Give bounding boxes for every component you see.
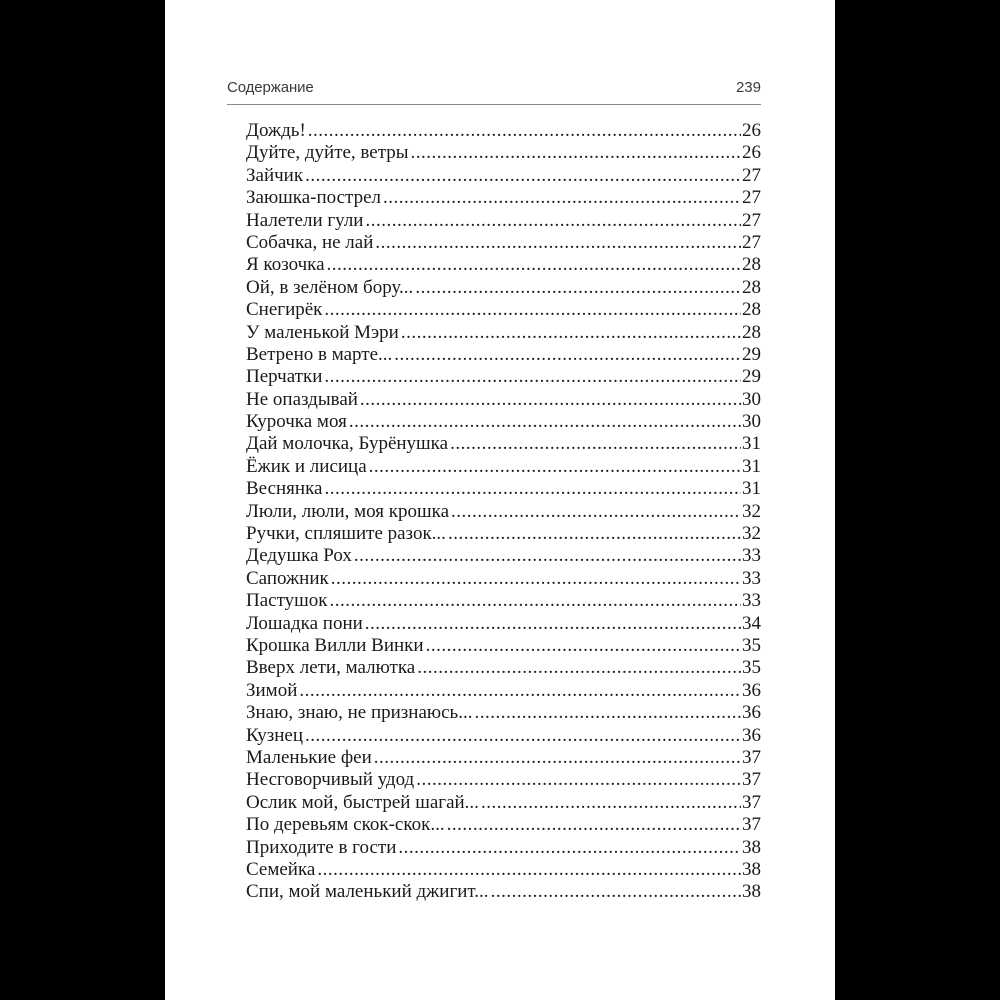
toc-entry-title: Сапожник (246, 567, 329, 589)
book-page (165, 0, 835, 1000)
toc-entry-page: 29 (742, 343, 761, 365)
toc-entry (246, 545, 761, 567)
toc-entry-page: 28 (742, 299, 761, 321)
toc-entry (246, 613, 761, 635)
toc-entry-page: 31 (742, 478, 761, 500)
toc-entry-page: 38 (742, 836, 761, 858)
dot-leader (324, 478, 741, 500)
dot-leader (305, 165, 741, 187)
toc-entry-page: 38 (742, 858, 761, 880)
toc-entry (246, 120, 761, 142)
dot-leader (450, 433, 741, 455)
dot-leader (448, 523, 741, 545)
toc-entry-page: 26 (742, 120, 761, 141)
dot-leader (491, 881, 741, 903)
toc-entry (246, 523, 761, 545)
toc-entry-page: 32 (742, 523, 761, 545)
toc-entry (246, 322, 761, 344)
running-header (227, 79, 761, 103)
toc-entry-title: Снегирёк (246, 299, 323, 321)
toc-entry (246, 411, 761, 433)
toc-entry-page: 27 (742, 209, 761, 231)
dot-leader (398, 837, 741, 859)
toc-entry (246, 277, 761, 299)
dot-leader (415, 277, 741, 299)
dot-leader (481, 792, 741, 814)
toc-entry (246, 769, 761, 791)
toc-entry-page: 35 (742, 657, 761, 679)
toc-entry-page: 28 (742, 321, 761, 343)
dot-leader (330, 590, 741, 612)
toc-entry-page: 27 (742, 187, 761, 209)
toc-entry (246, 142, 761, 164)
dot-leader (394, 344, 741, 366)
dot-leader (374, 747, 741, 769)
dot-leader (426, 635, 741, 657)
toc-entry-page: 33 (742, 545, 761, 567)
toc-entry (246, 299, 761, 321)
toc-entry-title: Ветрено в марте... (246, 343, 393, 365)
toc-entry-title: У маленькой Мэри (246, 321, 399, 343)
toc-entry (246, 187, 761, 209)
toc-entry (246, 232, 761, 254)
page-number: 239 (735, 79, 761, 96)
toc-entry-page: 33 (742, 590, 761, 612)
toc-entry-title: Пастушок (246, 590, 328, 612)
toc-entry-page: 27 (742, 164, 761, 186)
toc-entry-page: 37 (742, 769, 761, 791)
toc-entry-title: Дуйте, дуйте, ветры (246, 142, 409, 164)
toc-entry (246, 165, 761, 187)
toc-entry-page: 28 (742, 254, 761, 276)
toc-entry-title: Ослик мой, быстрей шагай... (246, 791, 479, 813)
toc-entry-page: 26 (742, 142, 761, 164)
toc-entry (246, 657, 761, 679)
toc-entry-title: Веснянка (246, 478, 323, 500)
toc-entry-title: Зайчик (246, 164, 304, 186)
toc-entry-title: Дождь! (246, 120, 306, 141)
header-rule (227, 104, 761, 105)
toc-entry-page: 36 (742, 679, 761, 701)
toc-entry-page: 30 (742, 388, 761, 410)
dot-leader (365, 210, 741, 232)
dot-leader (401, 322, 741, 344)
section-title: Содержание (227, 79, 314, 96)
toc-entry-title: По деревьям скок-скок... (246, 814, 445, 836)
dot-leader (331, 568, 741, 590)
dot-leader (365, 613, 741, 635)
toc-entry (246, 590, 761, 612)
toc-entry (246, 725, 761, 747)
dot-leader (451, 501, 741, 523)
toc-entry (246, 433, 761, 455)
toc-entry-page: 37 (742, 746, 761, 768)
toc-entry (246, 501, 761, 523)
toc-entry-title: Заюшка-пострел (246, 187, 382, 209)
toc-entry-title: Ой, в зелёном бору... (246, 276, 414, 298)
toc-entry (246, 747, 761, 769)
toc-entry-title: Налетели гули (246, 209, 364, 231)
dot-leader (308, 120, 741, 142)
toc-entry-title: Ручки, спляшите разок... (246, 523, 446, 545)
dot-leader (447, 814, 741, 836)
dot-leader (383, 187, 741, 209)
toc-entry-title: Лошадка пони (246, 612, 363, 634)
dot-leader (354, 545, 741, 567)
toc-entry (246, 837, 761, 859)
toc-entry-page: 27 (742, 231, 761, 253)
toc-entry (246, 254, 761, 276)
toc-entry (246, 568, 761, 590)
toc-entry-title: Вверх лети, малютка (246, 657, 416, 679)
toc-entry (246, 859, 761, 881)
toc-entry-title: Знаю, знаю, не признаюсь... (246, 702, 473, 724)
toc-entry-page: 29 (742, 366, 761, 388)
dot-leader (299, 680, 741, 702)
toc-entry (246, 456, 761, 478)
dot-leader (375, 232, 741, 254)
dot-leader (474, 702, 741, 724)
toc-entry-page: 37 (742, 791, 761, 813)
toc-entry (246, 344, 761, 366)
dot-leader (324, 299, 741, 321)
toc-entry-page: 35 (742, 634, 761, 656)
toc-entry-title: Крошка Вилли Винки (246, 634, 424, 656)
toc-entry (246, 814, 761, 836)
toc-entry (246, 680, 761, 702)
toc-entry (246, 478, 761, 500)
toc-entry-title: Приходите в гости (246, 836, 397, 858)
toc-entry (246, 366, 761, 388)
dot-leader (305, 725, 741, 747)
toc-entry-page: 36 (742, 724, 761, 746)
dot-leader (317, 859, 741, 881)
toc-entry-title: Перчатки (246, 366, 323, 388)
toc-entry-page: 36 (742, 702, 761, 724)
toc-entry (246, 792, 761, 814)
dot-leader (327, 254, 741, 276)
dot-leader (417, 657, 741, 679)
toc-entry (246, 210, 761, 232)
dot-leader (369, 456, 741, 478)
toc-entry (246, 881, 761, 903)
toc-entry-title: Маленькие феи (246, 746, 372, 768)
toc-entry-title: Не опаздывай (246, 388, 358, 410)
table-of-contents (246, 120, 761, 904)
toc-entry-page: 28 (742, 276, 761, 298)
toc-entry-title: Несговорчивый удод (246, 769, 415, 791)
toc-entry-title: Я козочка (246, 254, 325, 276)
dot-leader (416, 769, 741, 791)
dot-leader (360, 389, 741, 411)
toc-entry-title: Дедушка Рох (246, 545, 352, 567)
dot-leader (324, 366, 741, 388)
toc-entry-page: 38 (742, 881, 761, 903)
toc-entry-title: Зимой (246, 679, 298, 701)
toc-entry-title: Собачка, не лай (246, 231, 374, 253)
toc-entry (246, 389, 761, 411)
dot-leader (349, 411, 741, 433)
dot-leader (411, 142, 741, 164)
toc-entry (246, 702, 761, 724)
toc-entry-title: Люли, люли, моя крошка (246, 500, 449, 522)
toc-entry-title: Ёжик и лисица (246, 455, 367, 477)
toc-entry-page: 30 (742, 411, 761, 433)
toc-entry-title: Спи, мой маленький джигит... (246, 881, 489, 903)
toc-entry-title: Дай молочка, Бурёнушка (246, 433, 449, 455)
toc-entry-page: 37 (742, 814, 761, 836)
toc-entry-page: 34 (742, 612, 761, 634)
toc-entry-page: 31 (742, 433, 761, 455)
toc-entry (246, 635, 761, 657)
toc-entry-title: Кузнец (246, 724, 304, 746)
toc-entry-page: 32 (742, 500, 761, 522)
toc-entry-page: 33 (742, 567, 761, 589)
toc-entry-page: 31 (742, 455, 761, 477)
toc-entry-title: Семейка (246, 858, 316, 880)
toc-entry-title: Курочка моя (246, 411, 347, 433)
